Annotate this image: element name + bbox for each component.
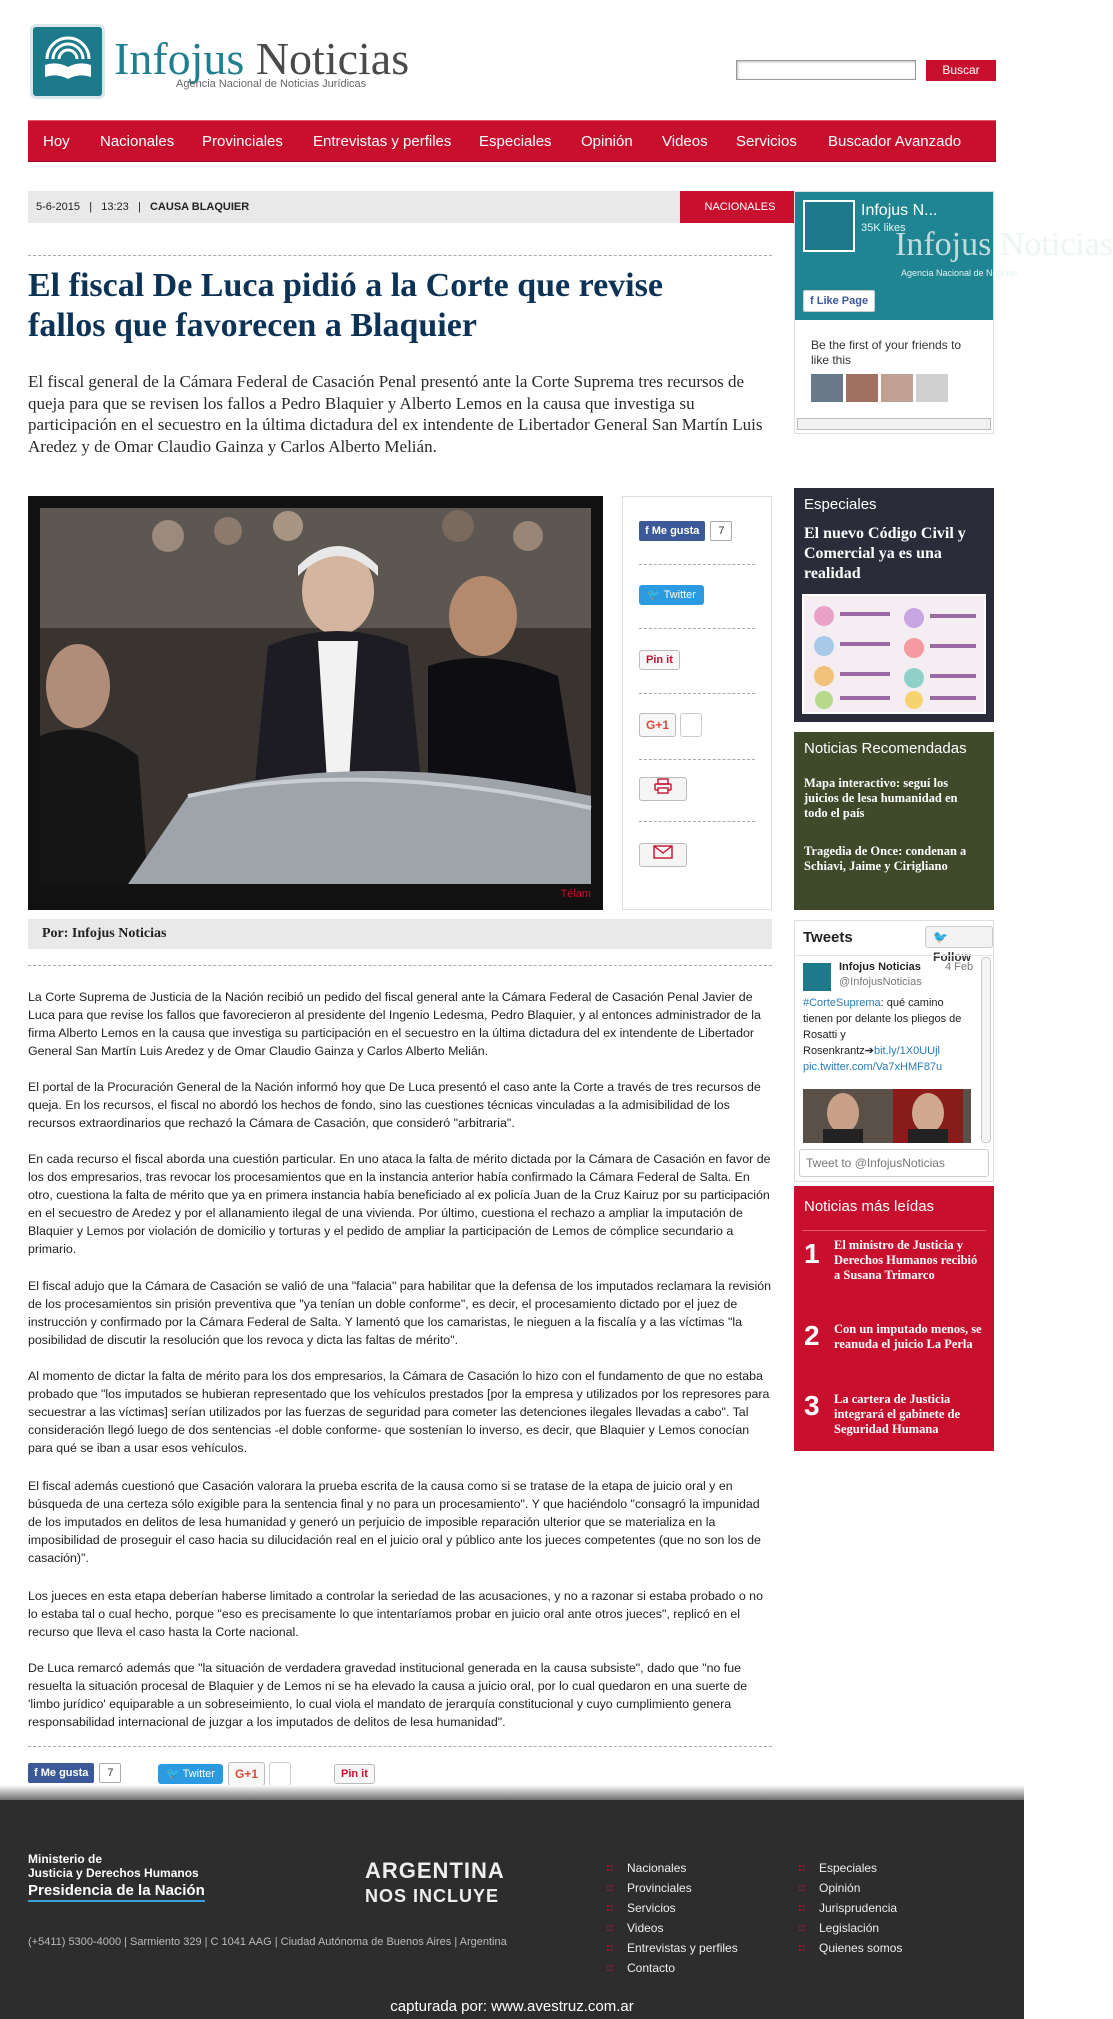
footer-link[interactable]: Videos	[627, 1921, 664, 1935]
tweet-button[interactable]	[639, 585, 704, 605]
fb-page-name[interactable]: Infojus N...	[861, 202, 938, 219]
tweet-hashtag[interactable]: #CorteSuprema	[803, 997, 881, 1009]
bullet-icon: ::	[798, 1902, 806, 1914]
fb-cover-text: Infojus Noticias	[895, 226, 1113, 263]
book-sun-icon	[41, 37, 95, 87]
bullet-icon: ::	[606, 1942, 614, 1954]
divider	[28, 965, 772, 966]
bullet-icon: ::	[606, 1922, 614, 1934]
search-input[interactable]	[736, 60, 916, 80]
divider	[802, 1230, 986, 1231]
twitter-widget	[794, 920, 994, 1182]
fb-cover-subtitle: Agencia Nacional de Noticias	[901, 268, 1019, 278]
tweet-date[interactable]: 4 Feb	[945, 961, 974, 973]
divider	[639, 564, 755, 565]
footer-link[interactable]: Jurisprudencia	[819, 1901, 898, 1915]
fb-cover	[795, 192, 1113, 320]
mas-leida-link[interactable]: El ministro de Justicia y Derechos Humanos recibió a Susana Trimarco	[834, 1238, 978, 1282]
facebook-icon: f	[645, 525, 652, 537]
fb-friends-text: Be the first of your friends to like this	[811, 338, 962, 367]
envelope-icon	[653, 845, 673, 859]
tweet-avatar[interactable]	[803, 963, 831, 991]
nav-item-hoy[interactable]: Hoy	[43, 133, 70, 150]
email-row	[639, 843, 755, 867]
tweet-label: Twitter	[182, 1768, 215, 1780]
argentina-line2: NOS INCLUYE	[365, 1886, 500, 1906]
footer-link[interactable]: Provinciales	[627, 1881, 692, 1895]
mas-leidas-title: Noticias más leídas	[804, 1198, 935, 1215]
tweet-author[interactable]: Infojus Noticias	[839, 961, 921, 973]
gplus-button[interactable]: G+1	[639, 713, 676, 737]
facebook-icon: f	[810, 295, 817, 307]
fb-friend-thumbs	[811, 374, 951, 407]
nav-item-nacionales[interactable]: Nacionales	[100, 133, 175, 150]
footer-address: (+5411) 5300-4000 | Sarmiento 329 | C 1041 AAG | Ciudad Autónoma de Buenos Aires | Argentina	[28, 1936, 507, 1948]
article-paragraph: En cada recurso el fiscal aborda una cuestión particular. En uno ataca la falta de mérito dictada por la Cámara de Casación en favor de los dos empresarios, tras revocar los procesamientos que en la instancia anterior había confirmado la Cámara Federal de Salta. En otro, cuestiona la falta de mérito que ya en primera instancia había beneficiado al ex policía Juan de la Cruz Kairuz por su participación en el secuestro de Aredez y por el allanamiento ilegal de una vivienda. Por último, cuestiona el rechazo a ampliar la imputación de Blaquier y Lemos por violación de domicilio y torturas y el pedido de ampliar la participación de Lemos de cómplice secundario a primario.	[28, 1152, 771, 1256]
fb-like-page-button[interactable]	[803, 290, 875, 312]
twitter-bird-icon: 🐦	[166, 1768, 180, 1780]
tweet-body: : qué camino tienen por delante los pliegos de Rosatti y Rosenkrantz➔	[803, 997, 962, 1057]
site-subtitle: Agencia Nacional de Noticias Jurídicas	[176, 78, 367, 90]
fb-like-row	[639, 521, 755, 541]
article-paragraph: El fiscal además cuestionó que Casación valorara la prueba escrita de la causa como si se tratase de la etapa de juicio oral y en búsqueda de una certeza sólo exigible para la sentencia final y no para un procesamiento". Y que haciéndolo "consagró la impunidad de los imputados en delitos de lesa humanidad y generó un perjuicio de imposible reparación ulterior que se materializa en la imposibilidad de proseguir el caso hacia su dilucidación real en el juicio oral y público ante los jueces competentes (que no son los de casación)".	[28, 1479, 761, 1565]
photo-credit: Télam	[560, 888, 591, 900]
friend-avatar[interactable]	[916, 374, 948, 402]
pinit-button[interactable]: Pin it	[334, 1764, 375, 1784]
article-tag[interactable]: CAUSA BLAQUIER	[149, 201, 250, 213]
bullet-icon: ::	[798, 1882, 806, 1894]
divider	[639, 628, 755, 629]
site-title-part2: Noticias	[255, 33, 410, 84]
mas-leida-link[interactable]: La cartera de Justicia integrará el gabinete de Seguridad Humana	[834, 1392, 961, 1436]
article-paragraph: El portal de la Procuración General de la Nación informó hoy que De Luca presentó el caso ante la Corte a través de tres recursos de queja. En los recursos, el fiscal no abordó los hechos de fondo, sino las cuestiones técnicas vinculadas a la admisibilidad de los recursos extraordinarios que rechazó la Cámara de Casación, que consideró "arbitraria".	[28, 1080, 761, 1130]
argentina-line1: ARGENTINA	[365, 1858, 505, 1883]
article-meta	[28, 191, 776, 223]
nav-item-provinciales[interactable]: Provinciales	[202, 133, 283, 150]
gplus-row	[639, 713, 755, 737]
nav-item-especiales[interactable]: Especiales	[479, 133, 552, 150]
tweet-row	[639, 585, 755, 605]
main-nav	[28, 120, 996, 162]
fb-widget-scrollbar[interactable]	[797, 418, 991, 430]
article-paragraph: Al momento de dictar la falta de mérito para los dos empresarios, la Cámara de Casación lo hizo con el fundamento de que no estaba probado que "los imputados se hubieran representado que los vehículos prestados [por la empresa y utilizados por los represores para secuestrar a las víctimas] serían utilizados por las fuerzas de seguridad para cometer las detenciones ilegales llevadas a cabo". Tal consideración llegó luego de dos sentencias -el doble conforme- que sostenían lo inverso, es decir, que Blaquier y Lemos conocían para qué se iban a usar esos vehículos.	[28, 1369, 770, 1455]
nav-item-servicios[interactable]: Servicios	[736, 133, 797, 150]
share-panel	[622, 496, 772, 910]
nav-item-buscador[interactable]: Buscador Avanzado	[828, 133, 962, 150]
tweet-to-input[interactable]: Tweet to @InfojusNoticias	[799, 1149, 989, 1177]
tweet-media[interactable]	[803, 1089, 971, 1143]
site-logo[interactable]	[30, 24, 105, 99]
mas-leidas-panel	[794, 1186, 994, 1451]
follow-label: Follow	[933, 950, 971, 964]
facebook-icon: f	[34, 1767, 41, 1779]
pinit-row	[639, 650, 755, 670]
article-paragraph: Los jueces en esta etapa deberían haberse limitado a controlar la seriedad de las acusaciones, y no a razonar si estaba probado o no lo estaba tal o cual hecho, porque "eso es precisamente lo que intentaríamos probar en juicio oral ante otros jueces", replicó en el recurso que lleva el caso hasta la Corte nacional.	[28, 1589, 763, 1639]
divider	[28, 255, 772, 256]
mas-leida-link[interactable]: Con un imputado menos, se reanuda el juicio La Perla	[834, 1322, 982, 1351]
especiales-headline[interactable]: El nuevo Código Civil y Comercial ya es una realidad	[804, 525, 966, 582]
recomendadas-title: Noticias Recomendadas	[804, 740, 967, 757]
article-paragraph: De Luca remarcó además que "la situación de verdadera gravedad institucional generada en la causa subsiste", dado que "no fue resuelta la situación procesal de Blaquier y de Lemos ni se ha elevado la causa a juicio oral, por lo cual quedaron en una suerte de 'limbo jurídico' equiparable a un sobreseimiento, lo cual viola el mandato de jerarquía constitucional y cuyo cumplimiento genera responsabilidad internacional de juzgar a los imputados de delitos de lesa humanidad".	[28, 1661, 748, 1729]
bullet-icon: ::	[798, 1942, 806, 1954]
especiales-panel	[794, 488, 994, 722]
article-paragraph: El fiscal adujo que la Cámara de Casación se valió de una "falacia" para habilitar que la defensa de los imputados reclamara la revisión de los procesamientos sin prisión preventiva que "ya tenían un doble conforme", es decir, el procesamiento dictado por el juez de instrucción y confirmado por la Cámara Federal de Salta. Y lamentó que los camaristas, le nieguen a la fiscalía y a las víctimas "la posibilidad de discutir la resolución que los revoca y dicta las faltas de mérito".	[28, 1279, 772, 1347]
rank-number: 2	[804, 1320, 820, 1351]
fb-page-avatar[interactable]	[803, 200, 855, 252]
bottom-fb-row	[28, 1763, 121, 1783]
tweets-title: Tweets	[803, 929, 853, 946]
twitter-bird-icon: 🐦	[647, 589, 661, 601]
email-button[interactable]	[639, 843, 687, 867]
article-lead: El fiscal general de la Cámara Federal de Casación Penal presentó ante la Corte Suprema tres recursos de queja para que se revisen los fallos a Pedro Blaquier y Alberto Lemos en la causa que investiga su participación en el secuestro en la última dictadura del ex intendente de Libertador General San Martín Luis Aredez y de Omar Claudio Gainza y Carlos Alberto Melián.	[28, 372, 763, 456]
tweet-handle[interactable]: @InfojusNoticias	[839, 976, 922, 988]
footer-link[interactable]: Entrevistas y perfiles	[627, 1941, 738, 1955]
recomendadas-panel	[794, 732, 994, 910]
recomendada-link[interactable]: Mapa interactivo: seguí los juicios de lesa humanidad en todo el país	[804, 776, 958, 820]
especiales-title: Especiales	[804, 496, 877, 513]
pinit-button[interactable]: Pin it	[639, 650, 680, 670]
footer-link[interactable]: Servicios	[627, 1901, 676, 1915]
bullet-icon: ::	[798, 1922, 806, 1934]
bullet-icon: ::	[606, 1882, 614, 1894]
bullet-icon: ::	[606, 1862, 614, 1874]
ministry-line1: Ministerio de	[28, 1852, 103, 1866]
especiales-illustration	[804, 596, 984, 712]
bullet-icon: ::	[606, 1902, 614, 1914]
print-button[interactable]	[639, 777, 687, 801]
friend-avatar[interactable]	[811, 374, 843, 402]
footer-link[interactable]: Nacionales	[627, 1861, 687, 1875]
captured-by-text: capturada por: www.avestruz.com.ar	[390, 1998, 634, 2015]
gplus-count	[269, 1762, 291, 1786]
bullet-icon: ::	[798, 1862, 806, 1874]
footer-link[interactable]: Especiales	[819, 1861, 878, 1875]
rank-number: 1	[804, 1238, 820, 1269]
fb-like-label: Me gusta	[40, 1767, 89, 1779]
article-paragraph: La Corte Suprema de Justicia de la Nación recibió un pedido del fiscal general ante la Cámara Federal de Casación Penal Javier de Luca para que revise los fallos que favorecieron al presidente del Ingenio Ledesma, Pedro Blaquier, y al entonces administrador de la firma Alberto Lemos en la causa que investiga su participación en el secuestro en la última dictadura del ex intendente de Libertador General San Martín Luis Aredez y de Omar Claudio Gainza y Carlos Alberto Melián.	[28, 990, 761, 1058]
fb-like-page-label: Like Page	[816, 295, 869, 307]
footer-link[interactable]: Quienes somos	[819, 1941, 903, 1955]
rank-number: 3	[804, 1390, 820, 1421]
tweet-text	[803, 995, 971, 1075]
friend-avatar[interactable]	[881, 374, 913, 402]
print-icon	[654, 778, 672, 794]
print-row	[639, 777, 755, 801]
ministry-line3[interactable]: Presidencia de la Nación	[28, 1882, 205, 1902]
gplus-count	[680, 713, 702, 737]
especiales-image[interactable]	[802, 594, 986, 714]
divider	[639, 821, 755, 822]
fb-like-button[interactable]	[28, 1763, 94, 1783]
nav-item-videos[interactable]: Videos	[662, 133, 708, 150]
fb-like-count: 7	[710, 521, 732, 541]
fb-like-label: Me gusta	[651, 525, 700, 537]
article-date: 5-6-2015	[36, 201, 81, 213]
search-button[interactable]: Buscar	[926, 60, 996, 81]
tweet-photo	[803, 1089, 971, 1143]
footer-link[interactable]: Opinión	[819, 1881, 861, 1895]
tweet-label: Twitter	[663, 589, 696, 601]
site-title-part1: Infojus	[114, 33, 245, 84]
tweets-scrollbar[interactable]	[981, 957, 991, 1143]
article-time: 13:23	[101, 201, 129, 213]
bottom-share-bar	[28, 1763, 772, 1785]
friend-avatar[interactable]	[846, 374, 878, 402]
divider	[639, 759, 755, 760]
nav-item-opinion[interactable]: Opinión	[581, 133, 633, 150]
fb-like-button[interactable]	[639, 521, 705, 541]
nav-item-entrevistas[interactable]: Entrevistas y perfiles	[313, 133, 452, 150]
divider	[795, 955, 993, 956]
divider	[639, 693, 755, 694]
article-meta-text: 5-6-2015 | 13:23 | CAUSA BLAQUIER	[36, 201, 250, 213]
facebook-page-widget	[794, 191, 1113, 434]
article-section-badge[interactable]: NACIONALES	[680, 191, 800, 223]
bullet-icon: ::	[606, 1962, 614, 1974]
fb-page-likes: 35K likes	[861, 222, 906, 234]
tweet-link[interactable]: bit.ly/1X0UUjl	[873, 1045, 940, 1057]
follow-button[interactable]	[925, 926, 993, 964]
article-byline: Por: Infojus Noticias	[28, 919, 772, 949]
fb-like-count: 7	[99, 1763, 121, 1783]
footer-link[interactable]: Legislación	[819, 1921, 880, 1935]
article-photo	[28, 496, 603, 910]
footer-link[interactable]: Contacto	[627, 1961, 676, 1975]
photo-image	[28, 496, 603, 910]
twitter-bird-icon: 🐦	[933, 930, 948, 944]
divider	[28, 1746, 772, 1747]
article-title: El fiscal De Luca pidió a la Corte que revise fallos que favorecen a Blaquier	[28, 267, 663, 344]
site-header	[0, 0, 1024, 110]
tweet-button[interactable]	[158, 1764, 223, 1784]
tweet-pic-link[interactable]: pic.twitter.com/Va7xHMF87u	[803, 1061, 943, 1073]
gplus-button[interactable]: G+1	[228, 1762, 265, 1786]
bottom-gplus-row	[228, 1762, 291, 1786]
site-footer	[0, 1800, 1024, 2019]
ministry-line2: Justicia y Derechos Humanos	[28, 1866, 199, 1880]
recomendada-link[interactable]: Tragedia de Once: condenan a Schiavi, Jaime y Cirigliano	[804, 844, 967, 873]
